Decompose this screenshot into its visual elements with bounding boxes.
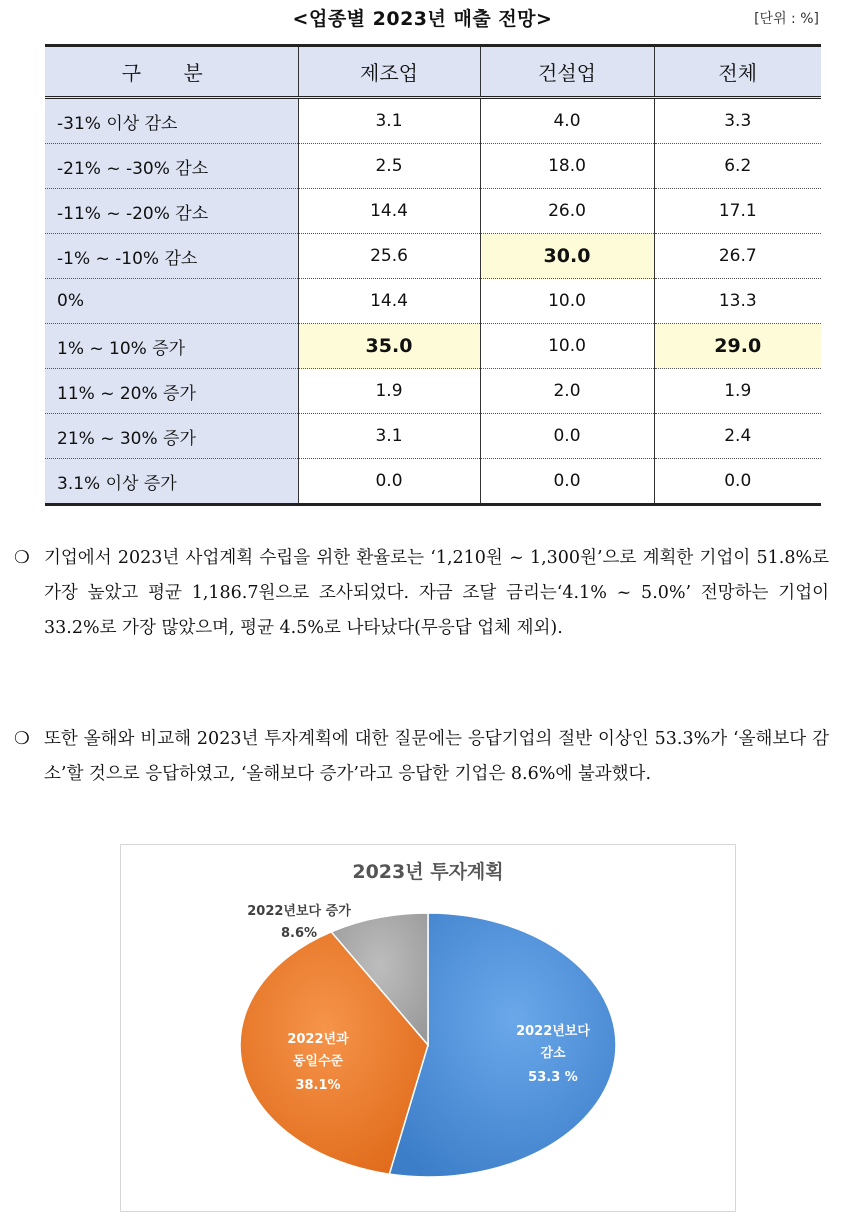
row-label: 1% ~ 10% 증가 [45,324,298,369]
total-value: 3.3 [654,98,821,144]
total-value: 2.4 [654,414,821,459]
total-value: 0.0 [654,459,821,505]
header-manufacturing: 제조업 [298,46,480,98]
construction-value: 10.0 [480,324,654,369]
construction-value: 0.0 [480,459,654,505]
paragraph-investment [14,722,829,792]
manufacturing-value: 3.1 [298,98,480,144]
paragraph-exchange-rate [14,541,829,646]
chart-title: 2023년 투자계획 [352,861,504,883]
investment-pie-chart [120,844,736,1212]
label-same-line2: 동일수준 [292,1054,344,1069]
row-label: 11% ~ 20% 증가 [45,369,298,414]
row-label: 3.1% 이상 증가 [45,459,298,505]
paragraph-text: 기업에서 2023년 사업계획 수립을 위한 환율로는 ‘1,210원 ~ 1,300원’으로 계획한 기업이 51.8%로 가장 높았고 평균 1,186.7원으로 조사되었다. 자금 조달 금리는‘4.1% ~ 5.0%’ 전망하는 기업이 33.2%로 가장 많았으며, 평균 4.5%로 나타났다(무응답 업체 제외). [44,548,829,638]
manufacturing-value: 25.6 [298,234,480,279]
manufacturing-value: 14.4 [298,189,480,234]
table-header-row [45,46,821,98]
construction-value: 10.0 [480,279,654,324]
manufacturing-value: 35.0 [298,324,480,369]
header-total: 전체 [654,46,821,98]
construction-value: 18.0 [480,144,654,189]
table-title: <업종별 2023년 매출 전망> [292,8,553,30]
manufacturing-value: 14.4 [298,279,480,324]
construction-value: 30.0 [480,234,654,279]
manufacturing-value: 1.9 [298,369,480,414]
table-body [45,98,821,505]
manufacturing-value: 2.5 [298,144,480,189]
row-label: -31% 이상 감소 [45,98,298,144]
table-row [45,414,821,459]
manufacturing-value: 3.1 [298,414,480,459]
bullet-icon: ❍ [14,548,30,568]
table-row [45,324,821,369]
total-value: 1.9 [654,369,821,414]
manufacturing-value: 0.0 [298,459,480,505]
table-row [45,234,821,279]
label-same-line1: 2022년과 [287,1032,349,1047]
row-label: -1% ~ -10% 감소 [45,234,298,279]
row-label: -11% ~ -20% 감소 [45,189,298,234]
header-category: 구 분 [45,46,298,98]
row-label: -21% ~ -30% 감소 [45,144,298,189]
construction-value: 0.0 [480,414,654,459]
table-row [45,98,821,144]
label-increase: 2022년보다 증가 [247,904,351,919]
table-row [45,369,821,414]
label-decrease-line2: 감소 [540,1046,566,1061]
sales-forecast-table [45,44,821,506]
total-value: 26.7 [654,234,821,279]
construction-value: 26.0 [480,189,654,234]
bullet-icon: ❍ [14,729,30,749]
row-label: 0% [45,279,298,324]
paragraph-text: 또한 올해와 비교해 2023년 투자계획에 대한 질문에는 응답기업의 절반 이상인 53.3%가 ‘올해보다 감소’할 것으로 응답하였고, ‘올해보다 증가’라고 응답한 기업은 8.6%에 불과했다. [44,729,829,784]
construction-value: 4.0 [480,98,654,144]
label-decrease-line1: 2022년보다 [516,1024,590,1039]
total-value: 29.0 [654,324,821,369]
table-row [45,459,821,505]
unit-label: [단위 : %] [754,11,819,27]
table-row [45,144,821,189]
pie-chart-svg [121,845,735,1211]
total-value: 17.1 [654,189,821,234]
value-increase: 8.6% [280,926,318,941]
table-row [45,279,821,324]
table-row [45,189,821,234]
total-value: 13.3 [654,279,821,324]
value-same-level: 38.1% [295,1078,341,1093]
value-decrease: 53.3 % [528,1070,578,1085]
header-construction: 건설업 [480,46,654,98]
construction-value: 2.0 [480,369,654,414]
row-label: 21% ~ 30% 증가 [45,414,298,459]
total-value: 6.2 [654,144,821,189]
